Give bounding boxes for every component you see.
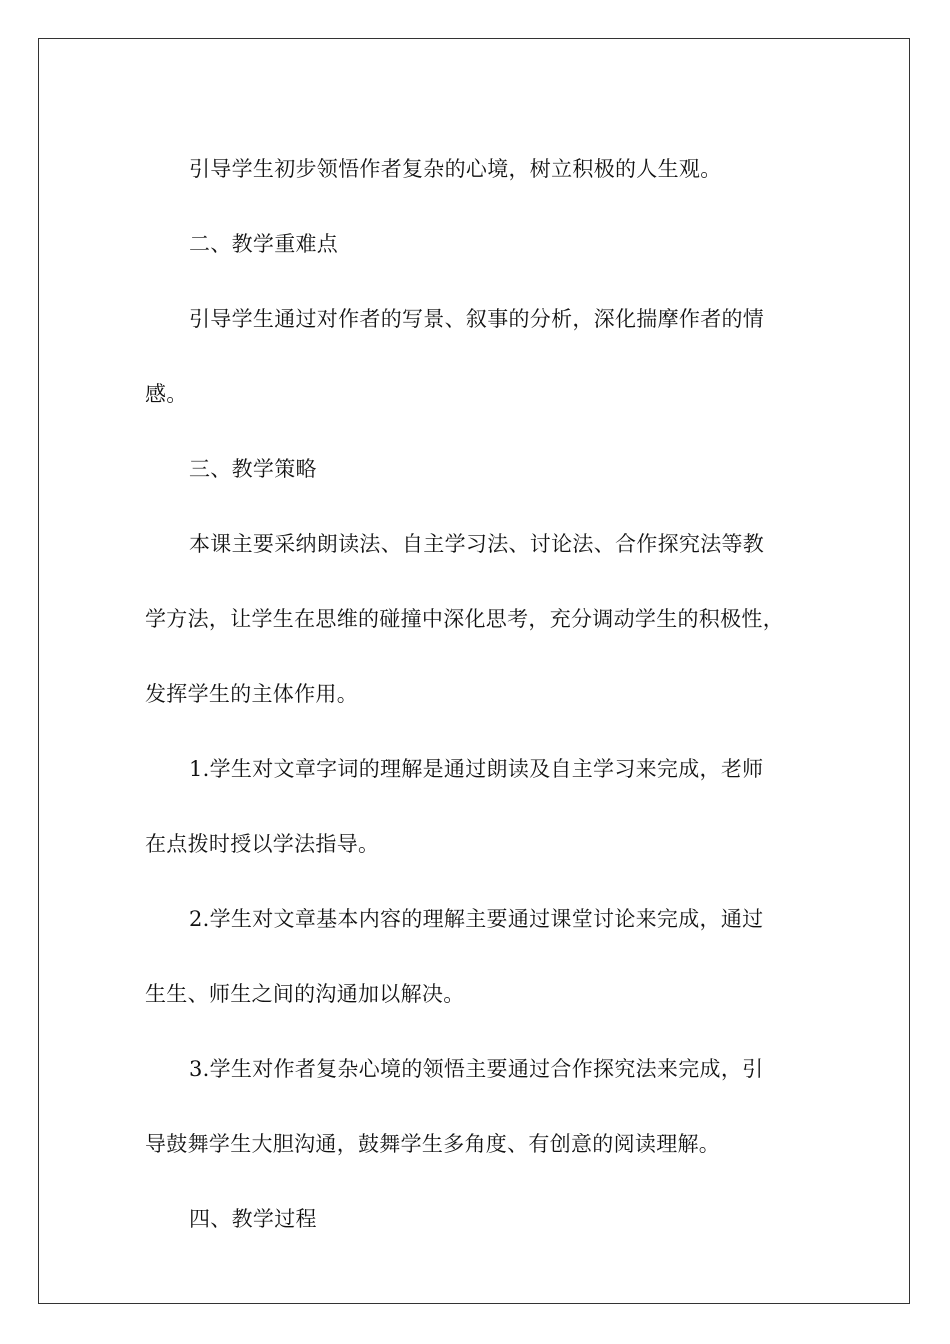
- text-line: 在点拨时授以学法指导。: [145, 832, 380, 856]
- section-heading: 二、教学重难点: [189, 232, 339, 256]
- text-line: 引导学生通过对作者的写景、叙事的分析，深化揣摩作者的情: [189, 307, 765, 331]
- document-body: [145, 132, 795, 1257]
- text-line: 学方法，让学生在思维的碰撞中深化思考，充分调动学生的积极性，: [145, 607, 784, 631]
- list-item: 2.学生对文章基本内容的理解主要通过课堂讨论来完成，通过: [189, 907, 764, 931]
- section-heading: 三、教学策略: [189, 457, 317, 481]
- section-heading: 四、教学过程: [189, 1207, 317, 1231]
- text-line: 本课主要采纳朗读法、自主学习法、讨论法、合作探究法等教: [189, 532, 765, 556]
- text-line: 感。: [145, 382, 188, 406]
- text-line: 导鼓舞学生大胆沟通，鼓舞学生多角度、有创意的阅读理解。: [145, 1132, 721, 1156]
- list-item: 3.学生对作者复杂心境的领悟主要通过合作探究法来完成，引: [189, 1057, 764, 1081]
- text-line: 引导学生初步领悟作者复杂的心境，树立积极的人生观。: [189, 157, 722, 181]
- text-line: 生生、师生之间的沟通加以解决。: [145, 982, 465, 1006]
- list-item: 1.学生对文章字词的理解是通过朗读及自主学习来完成，老师: [189, 757, 764, 781]
- text-line: 发挥学生的主体作用。: [145, 682, 358, 706]
